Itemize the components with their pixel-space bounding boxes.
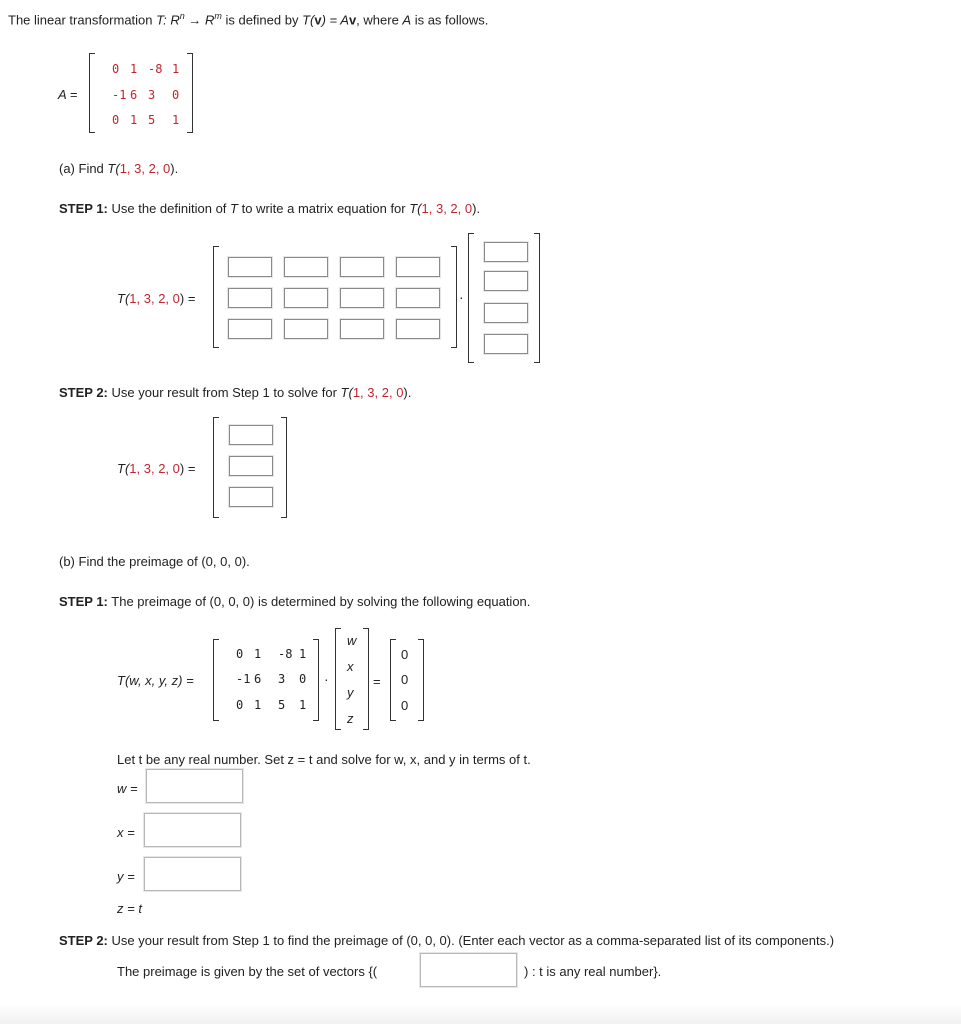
part-b-step1-label: STEP 1:	[59, 594, 108, 609]
step1-matrix-input-r3c2[interactable]	[284, 319, 328, 339]
step1-matrix-input-r3c3[interactable]	[340, 319, 384, 339]
part-a-step1-T2: T(	[409, 201, 422, 216]
intro-arrow: → R	[184, 12, 215, 28]
preimage-post: ) : t is any real number}.	[524, 964, 662, 979]
matrix-A-label: A =	[58, 87, 78, 102]
part-a-step2-end: ).	[403, 385, 412, 400]
b-matrix-cell: 0	[236, 698, 244, 712]
part-a-step1-text: Use the definition of	[107, 201, 231, 216]
matrix-A-cell: 0	[112, 62, 120, 76]
matrix-A-cell: 1	[130, 113, 138, 127]
b-dot: ·	[324, 671, 329, 687]
part-b-step2	[59, 933, 834, 948]
b-variable-z: z	[347, 711, 354, 726]
part-a-heading-args: 1, 3, 2, 0	[119, 161, 171, 176]
matrix-A-cell: 0	[172, 88, 180, 102]
part-a-step1-text2: to write a matrix equation for	[237, 201, 410, 216]
part-a-step1-label: STEP 1:	[59, 201, 108, 216]
matrix-A-cell: 1	[130, 62, 138, 76]
step2-vector-input-2[interactable]	[229, 456, 273, 476]
step1-matrix-input-r3c1[interactable]	[228, 319, 272, 339]
b-vars-right-bracket	[363, 628, 369, 730]
intro-part4: is as follows.	[411, 12, 489, 28]
b-variable-w: w	[347, 633, 357, 648]
eq2-args: 1, 3, 2, 0	[129, 461, 180, 476]
part-a-heading-T: T(	[107, 161, 120, 176]
part-a-heading-end: ).	[170, 161, 179, 176]
part-b-eq-label: T(w, x, y, z) =	[117, 673, 194, 688]
b-variable-x: x	[347, 659, 354, 674]
part-a-heading	[59, 161, 178, 176]
part-b-instruction: Let t be any real number. Set z = t and solve for w, x, and y in terms of t.	[117, 752, 531, 767]
matrix-A-cell: 6	[130, 88, 138, 102]
b-equals: =	[373, 674, 381, 689]
step1-matrix-input-r2c4[interactable]	[396, 288, 440, 308]
step1-matrix-input-r1c4[interactable]	[396, 257, 440, 277]
b-zeros-right-bracket	[418, 639, 424, 721]
step1-vector-input-2[interactable]	[484, 271, 528, 291]
part-a-step1-args: 1, 3, 2, 0	[421, 201, 473, 216]
eq1-end: ) =	[179, 291, 196, 306]
step1-matrix-left-bracket	[213, 246, 219, 348]
part-a-step1-eq-label	[117, 291, 195, 306]
b-matrix-cell: 6	[254, 672, 262, 686]
b-vars-left-bracket	[335, 628, 341, 730]
step1-vector-input-1[interactable]	[484, 242, 528, 262]
matrix-A-right-bracket	[187, 53, 193, 133]
intro-text	[8, 11, 488, 27]
matrix-A-cell: -8	[148, 62, 163, 76]
matrix-A-left-bracket	[89, 53, 95, 133]
b-matrix-cell: 1	[254, 698, 262, 712]
step1-matrix-input-r2c2[interactable]	[284, 288, 328, 308]
intro-v2: v	[348, 12, 357, 28]
b-matrix-cell: -1	[236, 672, 251, 686]
intro-n: n	[179, 11, 185, 21]
part-a-step1-end: ).	[472, 201, 481, 216]
b-matrix-cell: -8	[278, 647, 293, 661]
matrix-A-cell: 3	[148, 88, 156, 102]
matrix-A-cell: -1	[112, 88, 127, 102]
eq1-T: T(	[117, 291, 130, 306]
step1-matrix-input-r1c3[interactable]	[340, 257, 384, 277]
y-label: y =	[117, 869, 135, 884]
eq2-end: ) =	[179, 461, 196, 476]
part-b-step1	[59, 594, 530, 609]
w-input[interactable]	[146, 769, 243, 803]
intro-T-map: T: R	[156, 12, 180, 28]
matrix-A-cell: 5	[148, 113, 156, 127]
step1-matrix-right-bracket	[451, 246, 457, 348]
part-b-step2-label: STEP 2:	[59, 933, 108, 948]
part-a-step2-eq-label	[117, 461, 195, 476]
preimage-pre: The preimage is given by the set of vectors {(	[117, 964, 378, 979]
intro-Tv-end: ) = A	[321, 12, 349, 28]
b-matrix-cell: 1	[254, 647, 262, 661]
step1-matrix-input-r2c1[interactable]	[228, 288, 272, 308]
x-label: x =	[117, 825, 135, 840]
intro-part2: is defined by	[221, 12, 303, 28]
step1-matrix-input-r1c1[interactable]	[228, 257, 272, 277]
part-a-step1-T: T	[230, 201, 238, 216]
intro-A: A	[402, 12, 412, 28]
part-a-step1	[59, 201, 480, 216]
w-label: w =	[117, 781, 138, 796]
eq1-args: 1, 3, 2, 0	[129, 291, 180, 306]
step1-vector-input-3[interactable]	[484, 303, 528, 323]
b-zero-entry: 0	[401, 647, 409, 662]
part-b-step2-text: Use your result from Step 1 to find the preimage of (0, 0, 0). (Enter each vector as a comma-separated list of its components.)	[107, 933, 835, 948]
step1-matrix-input-r1c2[interactable]	[284, 257, 328, 277]
b-matrix-right-bracket	[313, 639, 319, 721]
part-a-step2	[59, 385, 411, 400]
b-zeros-left-bracket	[390, 639, 396, 721]
b-matrix-cell: 1	[299, 698, 307, 712]
x-input[interactable]	[144, 813, 241, 847]
z-label: z = t	[117, 901, 142, 916]
b-matrix-cell: 3	[278, 672, 286, 686]
matrix-A-cell: 1	[172, 62, 180, 76]
part-a-step2-label: STEP 2:	[59, 385, 108, 400]
step1-dot: ·	[459, 289, 464, 305]
step1-matrix-input-r3c4[interactable]	[396, 319, 440, 339]
b-matrix-cell: 0	[236, 647, 244, 661]
intro-m: m	[214, 11, 222, 21]
b-matrix-cell: 1	[299, 647, 307, 661]
step2-vector-input-3[interactable]	[229, 487, 273, 507]
intro-Tv: T(	[302, 12, 315, 28]
step1-vector-input-4[interactable]	[484, 334, 528, 354]
step1-matrix-input-r2c3[interactable]	[340, 288, 384, 308]
intro-part3: , where	[356, 12, 403, 28]
intro-v: v	[314, 12, 322, 28]
eq2-T: T(	[117, 461, 130, 476]
matrix-A-cell: 1	[172, 113, 180, 127]
step2-vector-right-bracket	[281, 417, 287, 518]
step1-vector-left-bracket	[468, 233, 474, 363]
part-a-step2-text: Use your result from Step 1 to solve for	[107, 385, 341, 400]
b-variable-y: y	[347, 685, 354, 700]
b-matrix-left-bracket	[213, 639, 219, 721]
part-a-step2-args: 1, 3, 2, 0	[352, 385, 404, 400]
preimage-input[interactable]	[420, 953, 517, 987]
b-zero-entry: 0	[401, 672, 409, 687]
step2-vector-input-1[interactable]	[229, 425, 273, 445]
step2-vector-left-bracket	[213, 417, 219, 518]
part-b-step1-text: The preimage of (0, 0, 0) is determined by solving the following equation.	[107, 594, 531, 609]
matrix-A-cell: 0	[112, 113, 120, 127]
b-matrix-cell: 0	[299, 672, 307, 686]
part-a-heading-pre: (a) Find	[59, 161, 108, 176]
page-bottom-fade	[0, 1004, 961, 1024]
step1-vector-right-bracket	[534, 233, 540, 363]
b-zero-entry: 0	[401, 698, 409, 713]
b-matrix-cell: 5	[278, 698, 286, 712]
part-b-heading: (b) Find the preimage of (0, 0, 0).	[59, 554, 250, 569]
intro-part1: The linear transformation	[8, 12, 157, 28]
part-a-step2-T: T(	[340, 385, 353, 400]
y-input[interactable]	[144, 857, 241, 891]
